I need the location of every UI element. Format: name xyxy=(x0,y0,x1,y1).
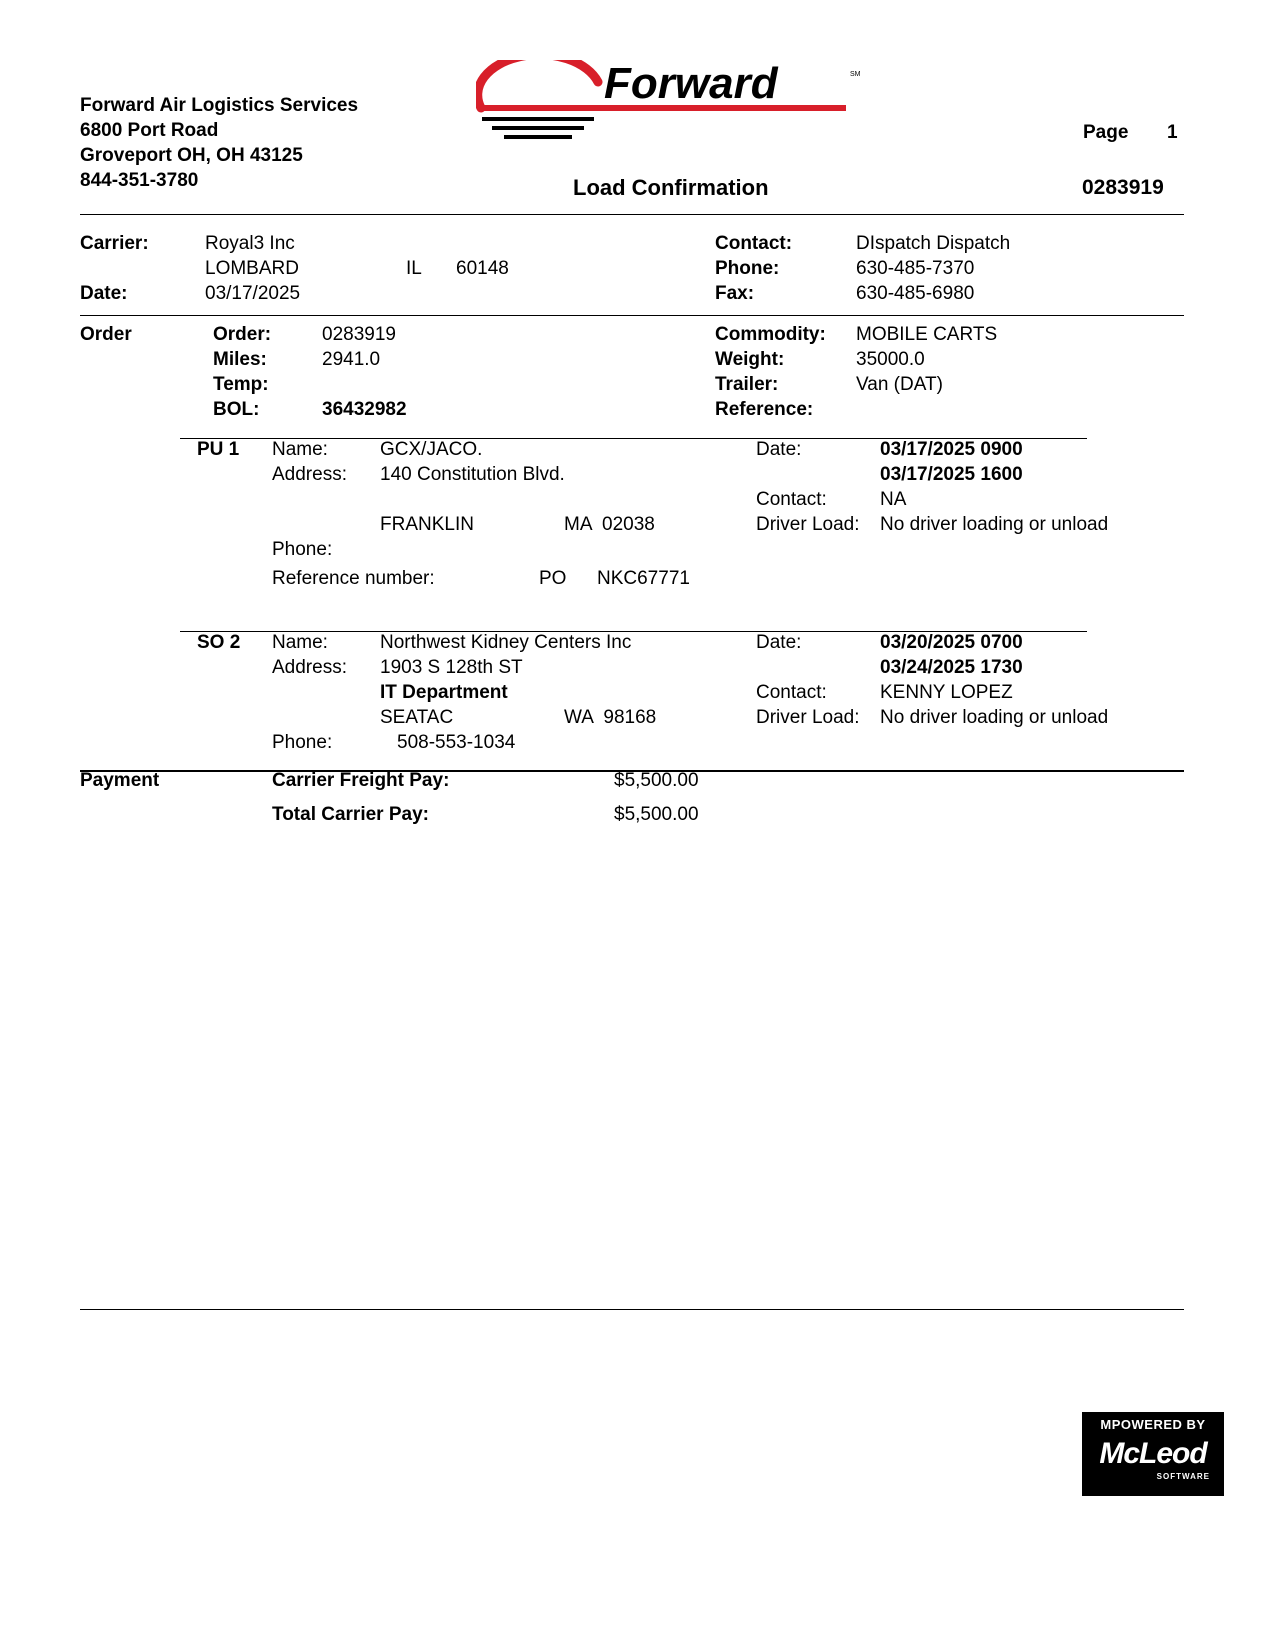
carrier-zip: 60148 xyxy=(456,258,509,279)
stop-2-contact-label: Contact: xyxy=(756,682,827,703)
stop-2-state-zip: WA 98168 xyxy=(564,707,657,728)
phone-label: Phone: xyxy=(715,258,780,279)
trailer-label: Trailer: xyxy=(715,374,779,395)
stop-2-date-end: 03/24/2025 1730 xyxy=(880,657,1023,678)
order-section-label: Order xyxy=(80,324,132,345)
logo-wordmark: Forward xyxy=(604,60,778,108)
order-label: Order: xyxy=(213,324,272,345)
stop-1-address-label: Address: xyxy=(272,464,347,485)
stop-1-address: 140 Constitution Blvd. xyxy=(380,464,565,485)
order-value: 0283919 xyxy=(322,324,396,345)
stop-2-date-start: 03/20/2025 0700 xyxy=(880,632,1023,653)
stop-2-name-label: Name: xyxy=(272,632,328,653)
forward-logo-mark xyxy=(476,60,866,144)
payment-section-label: Payment xyxy=(80,770,160,791)
stop-2-city: SEATAC xyxy=(380,707,454,728)
carrier-divider xyxy=(80,315,1184,316)
page-title: Load Confirmation xyxy=(573,175,769,200)
stop-2-driver-load-label: Driver Load: xyxy=(756,707,860,728)
stop-1-name: GCX/JACO. xyxy=(380,439,483,460)
phone-value: 630-485-7370 xyxy=(856,258,975,279)
carrier-state: IL xyxy=(406,258,422,279)
stop-1-date-label: Date: xyxy=(756,439,802,460)
mcleod-wordmark: McLeod xyxy=(1099,1437,1207,1470)
weight-label: Weight: xyxy=(715,349,785,370)
carrier-city: LOMBARD xyxy=(205,258,299,279)
stop-1-reference-type: PO xyxy=(539,568,567,589)
stop-1-phone-label: Phone: xyxy=(272,539,333,560)
stop-2-contact: KENNY LOPEZ xyxy=(880,682,1013,703)
freight-pay-value: $5,500.00 xyxy=(614,770,699,791)
footer-divider xyxy=(80,1309,1184,1310)
contact-label: Contact: xyxy=(715,233,793,254)
stop-1-state-zip: MA 02038 xyxy=(564,514,655,535)
stop-1-reference-number: NKC67771 xyxy=(597,568,690,589)
forward-logo xyxy=(476,60,866,150)
commodity-value: MOBILE CARTS xyxy=(856,324,998,345)
stop-2-phone-label: Phone: xyxy=(272,732,333,753)
document-number: 0283919 xyxy=(1082,176,1164,199)
carrier-label: Carrier: xyxy=(80,233,149,254)
bol-value: 36432982 xyxy=(322,399,407,420)
stop-2-name: Northwest Kidney Centers Inc xyxy=(380,632,632,653)
stop-2-code: SO 2 xyxy=(197,632,241,653)
powered-by-text: MPOWERED BY xyxy=(1100,1417,1206,1432)
stop-1-date-end: 03/17/2025 1600 xyxy=(880,464,1023,485)
stop-2-address-label: Address: xyxy=(272,657,347,678)
mcleod-software-text: SOFTWARE xyxy=(1156,1472,1210,1481)
stop-1-name-label: Name: xyxy=(272,439,328,460)
logo-trademark: SM xyxy=(850,71,861,78)
stop-1-date-start: 03/17/2025 0900 xyxy=(880,439,1023,460)
temp-label: Temp: xyxy=(213,374,269,395)
fax-label: Fax: xyxy=(715,283,755,304)
stop-1-code: PU 1 xyxy=(197,439,240,460)
date-value: 03/17/2025 xyxy=(205,283,301,304)
mcleod-badge xyxy=(1082,1412,1224,1496)
stop-2-phone: 508-553-1034 xyxy=(397,732,516,753)
commodity-label: Commodity: xyxy=(715,324,826,345)
stop-2-address-line2: IT Department xyxy=(380,682,508,703)
page-number: 1 xyxy=(1167,122,1178,143)
fax-value: 630-485-6980 xyxy=(856,283,975,304)
stop-2-driver-load: No driver loading or unload xyxy=(880,707,1109,728)
stop-1-city: FRANKLIN xyxy=(380,514,474,535)
page-label: Page xyxy=(1083,122,1129,143)
stop-1-contact-label: Contact: xyxy=(756,489,827,510)
freight-pay-label: Carrier Freight Pay: xyxy=(272,770,450,791)
contact-value: DIspatch Dispatch xyxy=(856,233,1011,254)
stop-2-date-label: Date: xyxy=(756,632,802,653)
miles-label: Miles: xyxy=(213,349,267,370)
trailer-value: Van (DAT) xyxy=(856,374,943,395)
stop-1-driver-load-label: Driver Load: xyxy=(756,514,860,535)
bol-label: BOL: xyxy=(213,399,260,420)
date-label: Date: xyxy=(80,283,128,304)
company-name: Forward Air Logistics Services xyxy=(80,95,359,116)
company-address-line1: 6800 Port Road xyxy=(80,120,219,141)
weight-value: 35000.0 xyxy=(856,349,925,370)
stop-1-driver-load: No driver loading or unload xyxy=(880,514,1109,535)
company-address-line2: Groveport OH, OH 43125 xyxy=(80,145,303,166)
miles-value: 2941.0 xyxy=(322,349,381,370)
stop-1-reference-label: Reference number: xyxy=(272,568,435,589)
total-pay-value: $5,500.00 xyxy=(614,804,699,825)
header-divider xyxy=(80,214,1184,215)
reference-label: Reference: xyxy=(715,399,814,420)
carrier-name: Royal3 Inc xyxy=(205,233,295,254)
company-phone: 844-351-3780 xyxy=(80,170,199,191)
stop-1-contact: NA xyxy=(880,489,907,510)
total-pay-label: Total Carrier Pay: xyxy=(272,804,429,825)
stop-2-address: 1903 S 128th ST xyxy=(380,657,523,678)
